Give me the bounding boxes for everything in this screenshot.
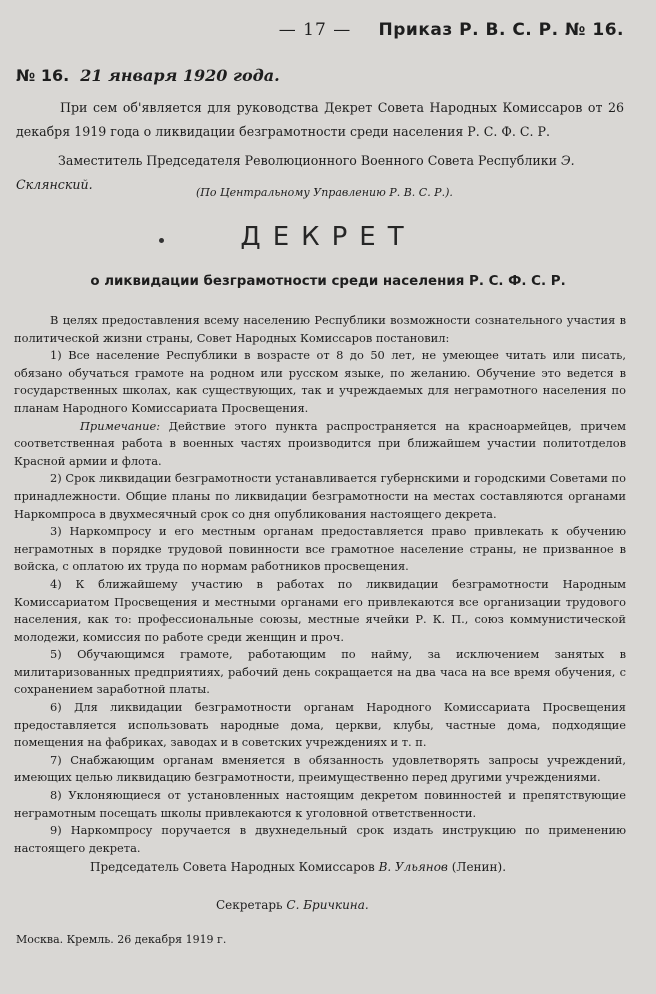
decree-point-3: 3) Наркомпросу и его местным органам предоставляется право привлекать к обучению неграмотных в порядке трудовой повинности все грамотное население страны, не призванное в войска, с оплатою их труда по нормам работников просвещения. — [14, 524, 626, 574]
chairman-title: Председатель Совета Народных Комиссаров — [90, 860, 375, 874]
order-line — [16, 66, 280, 85]
decree-point-5: 5) Обучающимся грамоте, работающим по найму, за исключением занятых в милитаризованных предприятиях, рабочий день сокращается на два часа на все время обучения, с сохранением заработной платы. — [14, 647, 626, 697]
decree-point-7: 7) Снабжающим органам вменяется в обязанность удовлетворять запросы учреждений, имеющих целью ликвидацию безграмотности, преимущественно перед другими учреждениями. — [14, 752, 626, 785]
secretary-name: С. Бричкина. — [286, 898, 369, 912]
decree-subtitle: о ликвидации безграмотности среди населения Р. С. Ф. С. Р. — [90, 274, 566, 289]
intro-paragraph: При сем об'является для руководства Декрет Совета Народных Комиссаров от 26 декабря 1919 года о ликвидации безграмотности среди населения Р. С. Ф. С. Р. — [16, 100, 624, 139]
page-number: — 17 — — [278, 20, 352, 40]
source-line: (По Центральному Управлению Р. В. С. Р.). — [196, 186, 453, 199]
note-text: Действие этого пункта распространяется на красноармейцев, причем соответственная работа в военных частях производится при ближайшем участии политотделов Красной армии и флота. — [14, 418, 626, 468]
decree-preamble: В целях предоставления всему населению Республики возможности сознательного участия в политической жизни страны, Совет Народных Комиссаров постановил: — [14, 313, 626, 345]
decree-point-8: 8) Уклоняющиеся от установленных настоящим декретом повинностей и препятствующие неграмотным посещать школы привлекаются к уголовной ответственности. — [14, 788, 626, 820]
chairman-alias: (Ленин). — [451, 860, 507, 874]
deputy-signature: Э. Склянский. — [16, 153, 575, 192]
secretary-signature-line — [216, 898, 369, 912]
deputy-title: Заместитель Председателя Революционного Военного Совета Республики — [58, 153, 557, 168]
order-date: 21 января 1920 года. — [80, 66, 280, 85]
decree-title: ДЕКРЕТ — [240, 222, 416, 252]
secretary-title: Секретарь — [216, 898, 283, 912]
order-number: № 16. — [16, 66, 70, 85]
decree-note — [14, 418, 626, 471]
note-label: Примечание: — [80, 418, 161, 433]
place-date: Москва. Кремль. 26 декабря 1919 г. — [16, 933, 227, 946]
decree-point-2: 2) Срок ликвидации безграмотности устанавливается губернскими и городскими Советами по принадлежности. Общие планы по ликвидации безграмотности на местах составляются органами Наркомпроса в двухмесячный срок со дня опубликования настоящего декрета. — [14, 471, 626, 521]
chairman-signature-line — [90, 860, 506, 874]
decree-point-4: 4) К ближайшему участию в работах по ликвидации безграмотности Народным Комиссариатом Просвещения и местными органами его привлекаются все организации трудового населения, как то: профессиональные союзы, местные ячейки Р. К. П., союз коммунистической молодежи, комиссия по работе среди женщин и проч. — [14, 576, 626, 644]
decree-body — [14, 312, 626, 857]
decree-point-9: 9) Наркомпросу поручается в двухнедельный срок издать инструкцию по применению настоящего декрета. — [14, 823, 626, 855]
decree-point-1: 1) Все население Республики в возрасте от 8 до 50 лет, не умеющее читать или писать, обязано обучаться грамоте на родном или русском языке, по желанию. Обучение это ведется в государственных школах, как существующих, так и учреждаемых для неграмотного населения по планам Народного Комиссариата Просвещения. — [14, 348, 626, 415]
decree-point-6: 6) Для ликвидации безграмотности органам Народного Комиссариата Просвещения предоставляется использовать народные дома, церкви, клубы, частные дома, подходящие помещения на фабриках, заводах и в советских учреждениях и т. п. — [14, 700, 626, 750]
running-head: Приказ Р. В. С. Р. № 16. — [378, 20, 624, 40]
chairman-name: В. Ульянов — [378, 860, 448, 874]
